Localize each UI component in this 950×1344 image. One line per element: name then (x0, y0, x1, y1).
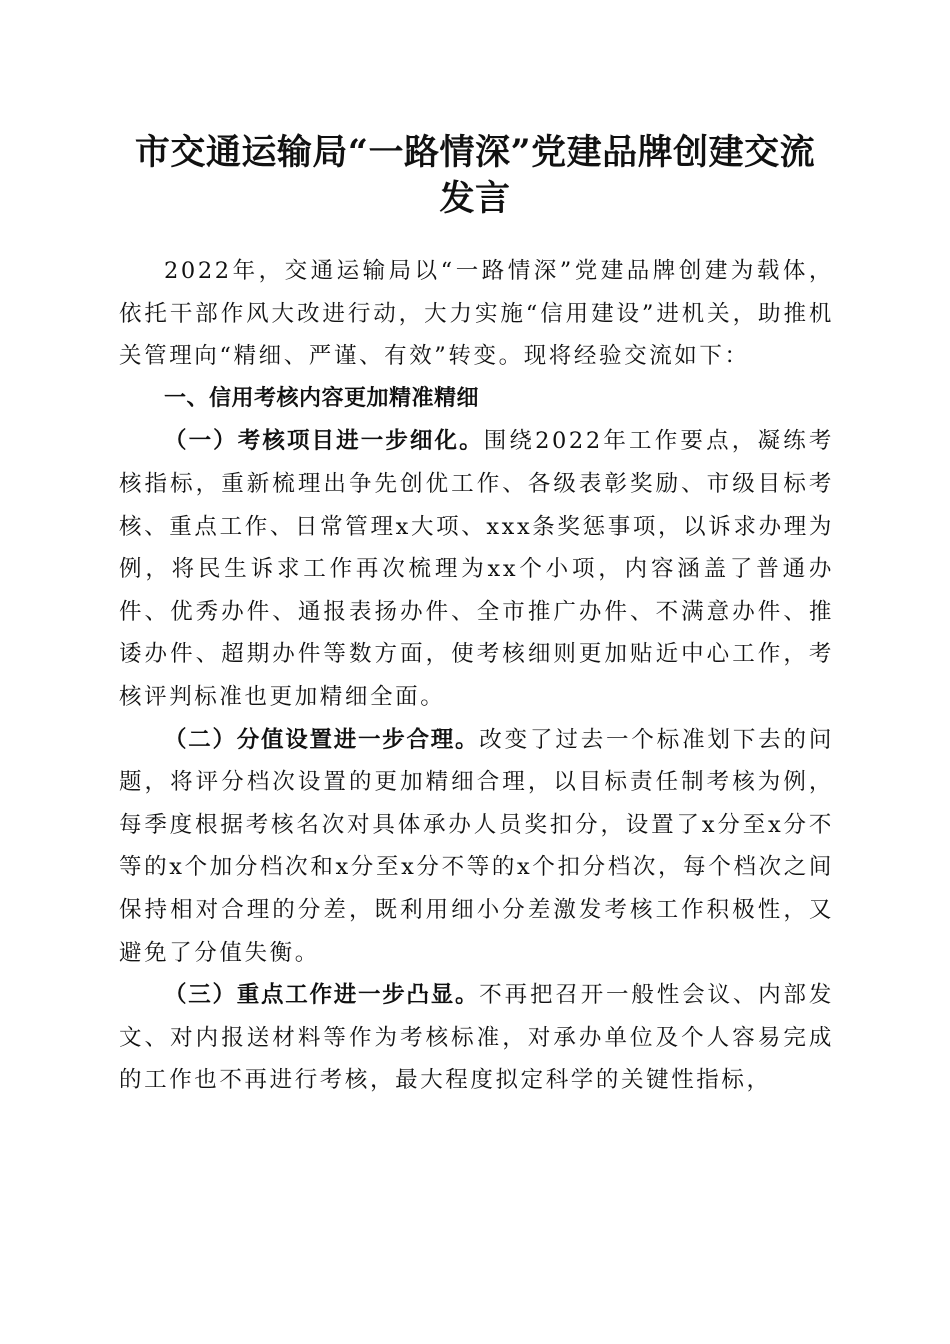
paragraph-item-1 (119, 420, 834, 718)
subheading-2: （二）分值设置进一步合理。 (164, 726, 480, 753)
intro-paragraph: 2022年，交通运输局以“一路情深”党建品牌创建为载体，依托干部作风大改进行动，大力实施“信用建设”进机关，助推机关管理向“精细、严谨、有效”转变。现将经验交流如下： (119, 258, 834, 370)
document-title (100, 130, 850, 222)
paragraph-text-2: 改变了过去一个标准划下去的问题，将评分档次设置的更加精细合理，以目标责任制考核为例，每季度根据考核名次对具体承办人员奖扣分，设置了x分至x分不等的x个加分档次和x分至x分不等的x个扣分档次，每个档次之间保持相对合理的分差，既利用细小分差激发考核工作积极性，又避免了分值失衡。 (119, 726, 834, 966)
paragraph-text-3: 不再把召开一般性会议、内部发文、对内报送材料等作为考核标准，对承办单位及个人容易完成的工作也不再进行考核，最大程度拟定科学的关键性指标， (119, 982, 834, 1094)
title-line-1: 市交通运输局“一路情深”党建品牌创建交流 (134, 132, 816, 173)
subheading-1: （一）考核项目进一步细化。 (164, 428, 484, 455)
paragraph-item-3 (119, 974, 834, 1102)
paragraph-item-2 (119, 719, 834, 975)
document-body (119, 250, 834, 1102)
section-heading: 一、信用考核内容更加精准精细 (164, 385, 480, 411)
paragraph-text-1: 围绕2022年工作要点，凝练考核指标，重新梳理出争先创优工作、各级表彰奖励、市级目标考核、重点工作、日常管理x大项、xxx条奖惩事项，以诉求办理为例，将民生诉求工作再次梳理为xx个小项，内容涵盖了普通办件、优秀办件、通报表扬办件、全市推广办件、不满意办件、推诿办件、超期办件等数方面，使考核细则更加贴近中心工作，考核评判标准也更加精细全面。 (119, 428, 834, 710)
title-line-2: 发言 (439, 178, 511, 219)
subheading-3: （三）重点工作进一步凸显。 (164, 982, 480, 1009)
